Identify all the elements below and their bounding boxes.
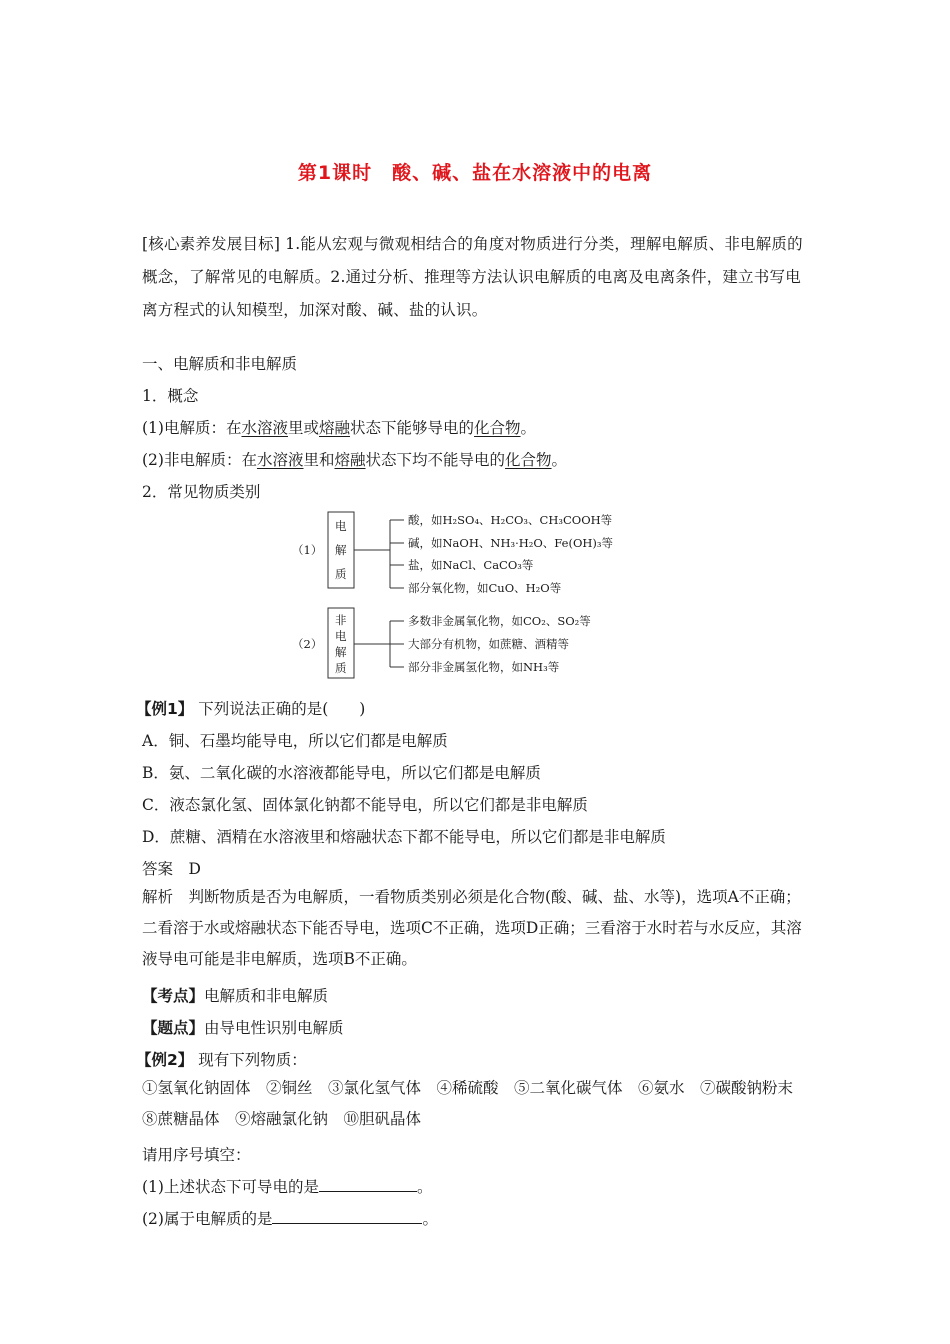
example1-option: A．铜、石墨均能导电，所以它们都是电解质 — [142, 732, 448, 750]
example2-q2: (2)属于电解质的是 。 — [142, 1210, 438, 1228]
box1-char: 解 — [335, 543, 347, 557]
nonelectrolyte-item: 多数非金属氧化物，如CO₂、SO₂等 — [408, 614, 591, 628]
example1-kaodian: 【考点】电解质和非电解质 — [142, 987, 329, 1005]
electrolyte-item: 酸，如H₂SO₄、H₂CO₃、CH₃COOH等 — [408, 513, 613, 527]
core-goal-paragraph — [142, 228, 814, 327]
answer-blank[interactable] — [272, 1209, 422, 1224]
example2-label: 【例2】 — [136, 1051, 194, 1069]
example1-question: 【例1】 下列说法正确的是( ) — [136, 700, 366, 718]
box1-char: 电 — [335, 519, 347, 533]
electrolyte-item: 碱，如NaOH、NH₃·H₂O、Fe(OH)₃等 — [408, 536, 613, 550]
page-title: 第1课时 酸、碱、盐在水溶液中的电离 — [297, 162, 653, 184]
box2-number: （2） — [292, 637, 323, 651]
example1-option: D．蔗糖、酒精在水溶液里和熔融状态下都不能导电，所以它们都是非电解质 — [142, 828, 666, 846]
nonelectrolyte-item: 大部分有机物，如蔗糖、酒精等 — [408, 637, 569, 651]
nonelectrolyte-item: 部分非金属氢化物，如NH₃等 — [408, 660, 560, 674]
example1-answer: 答案 D — [142, 860, 201, 878]
example1-analysis: 解析 判断物质是否为电解质，一看物质类别必须是化合物(酸、碱、盐、水等)，选项A不正确；二看溶于水或熔融状态下能否导电，选项C不正确，选项D正确；三看溶于水时若与水反应，其溶液导电可能是非电解质，选项B不正确。 — [142, 888, 802, 968]
answer-blank[interactable] — [319, 1177, 417, 1192]
definition-nonelectrolyte: (2)非电解质：在水溶液里和熔融状态下均不能导电的化合物。 — [142, 451, 568, 469]
example2-q1: (1)上述状态下可导电的是 。 — [142, 1178, 433, 1196]
definition-electrolyte: (1)电解质：在水溶液里或熔融状态下能够导电的化合物。 — [142, 419, 537, 437]
box2-char: 解 — [335, 645, 347, 659]
classification-diagram — [290, 508, 650, 683]
example1-option: B．氨、二氧化碳的水溶液都能导电，所以它们都是电解质 — [142, 764, 541, 782]
electrolyte-item: 部分氧化物，如CuO、H₂O等 — [408, 581, 562, 595]
box2-char: 电 — [335, 629, 347, 643]
example2-prompt: 请用序号填空： — [142, 1146, 251, 1164]
example1-tidian: 【题点】由导电性识别电解质 — [142, 1019, 344, 1037]
core-goal-label: [核心素养发展目标] — [142, 235, 281, 253]
subheading-concept: 1．概念 — [142, 387, 199, 405]
example2-question: 【例2】 现有下列物质： — [136, 1051, 307, 1069]
example2-items: ①氢氧化钠固体 ②铜丝 ③氯化氢气体 ④稀硫酸 ⑤二氧化碳气体 ⑥氨水 ⑦碳酸钠粉末 ⑧蔗糖晶体 ⑨熔融氯化钠 ⑩胆矾晶体 — [142, 1079, 809, 1128]
electrolyte-item: 盐，如NaCl、CaCO₃等 — [408, 558, 534, 572]
box2-char: 质 — [335, 661, 347, 675]
subheading-categories: 2．常见物质类别 — [142, 483, 261, 501]
example1-label: 【例1】 — [136, 700, 194, 718]
box1-number: （1） — [292, 543, 323, 557]
section-heading: 一、电解质和非电解质 — [142, 355, 298, 373]
box1-char: 质 — [335, 567, 347, 581]
example1-option: C．液态氯化氢、固体氯化钠都不能导电，所以它们都是非电解质 — [142, 796, 588, 814]
box2-char: 非 — [335, 613, 347, 627]
core-goal-text: 1.能从宏观与微观相结合的角度对物质进行分类，理解电解质、非电解质的概念，了解常见的电解质。2.通过分析、推理等方法认识电解质的电离及电离条件，建立书写电离方程式的认知模型，加深对酸、碱、盐的认识。 — [142, 235, 803, 319]
